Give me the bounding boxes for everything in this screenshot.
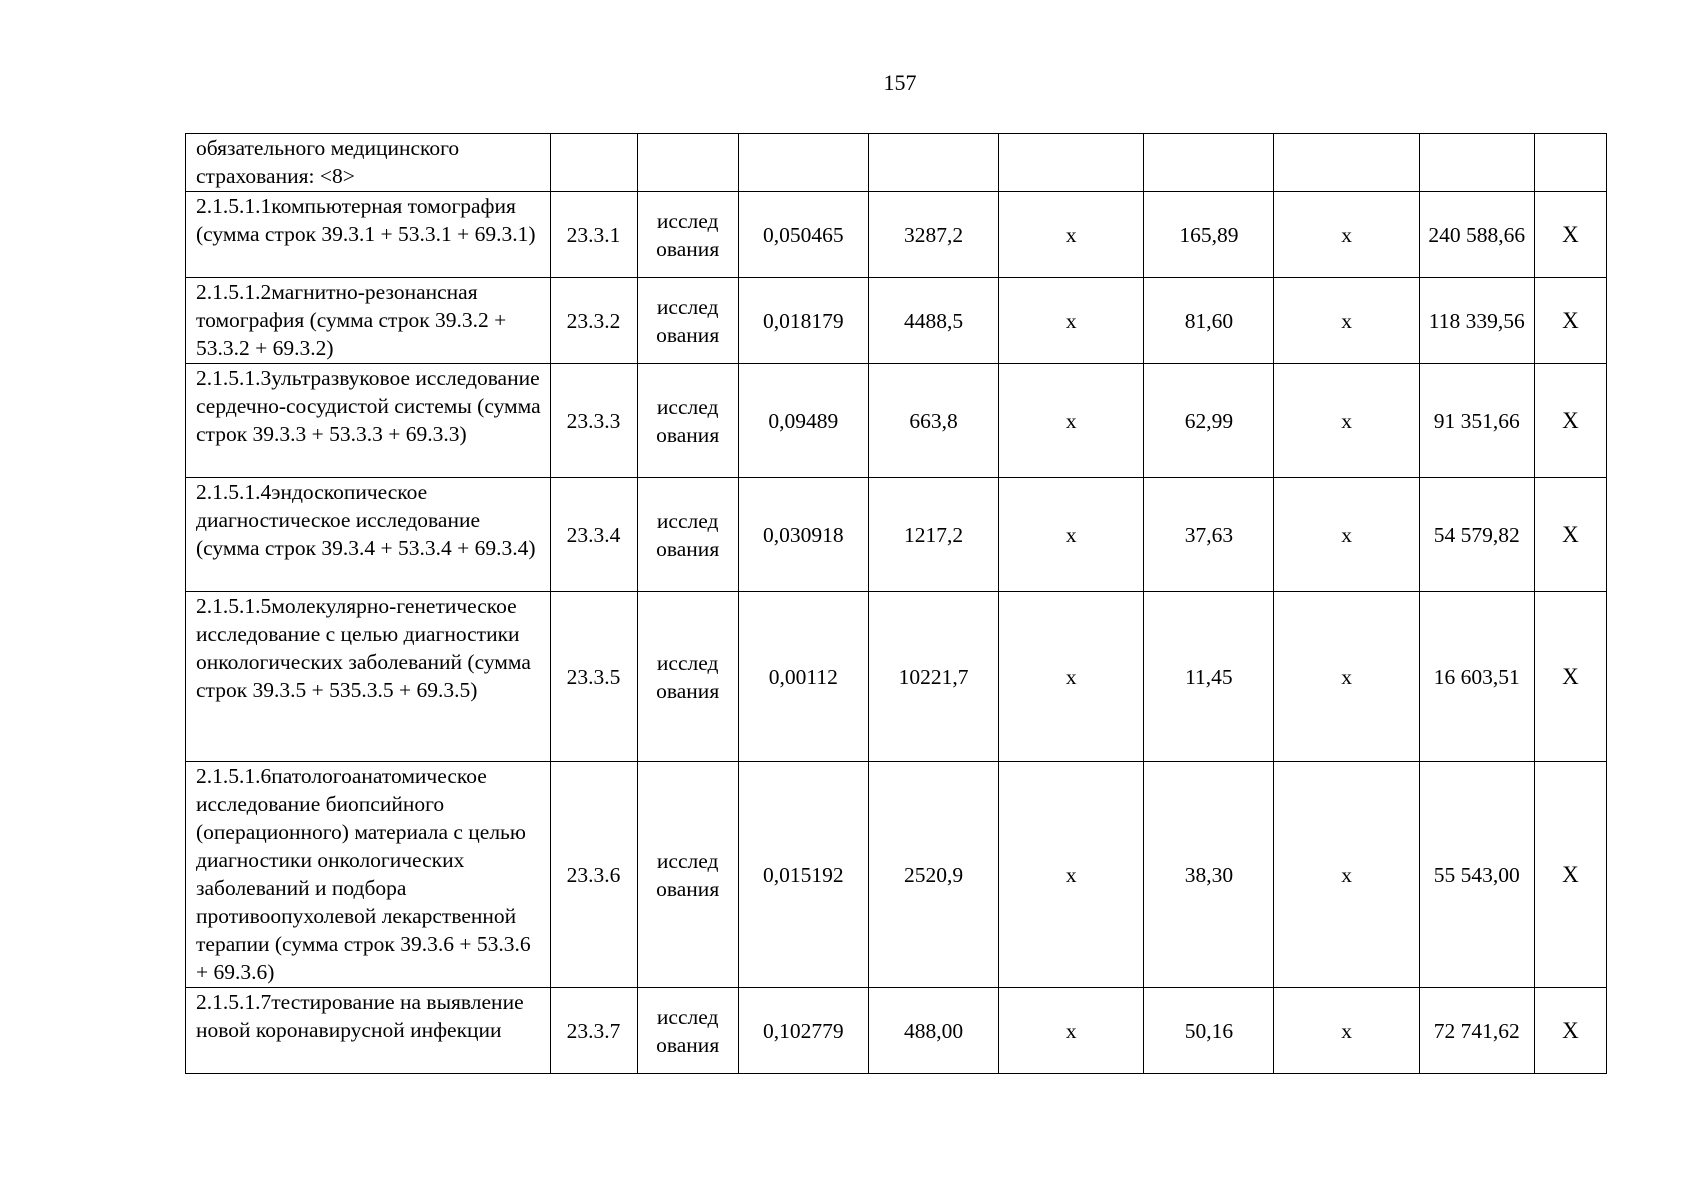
- cost-cell: 10221,7: [868, 592, 998, 762]
- row-description: 2.1.5.1.7тестирование на выявление новой коронавирусной инфекции: [186, 988, 551, 1074]
- last-x-cell: X: [1534, 278, 1606, 364]
- line-code-cell: 23.3.6: [550, 762, 637, 988]
- line-code-cell: 23.3.3: [550, 364, 637, 478]
- page-number: 157: [883, 70, 917, 95]
- x-cell: х: [1274, 278, 1419, 364]
- unit-cell: исслед ования: [637, 762, 738, 988]
- line-code-cell: 23.3.2: [550, 278, 637, 364]
- per-capita-cell: 38,30: [1144, 762, 1274, 988]
- unit-cell: исслед ования: [637, 364, 738, 478]
- row-description: 2.1.5.1.4эндоскопическое диагностическое исследование (сумма строк 39.3.4 + 53.3.4 + 69.3.4): [186, 478, 551, 592]
- table-row: [186, 478, 1607, 592]
- line-code-cell: 23.3.1: [550, 192, 637, 278]
- table-row: [186, 278, 1607, 364]
- empty-cell: [999, 134, 1144, 192]
- empty-cell: [637, 134, 738, 192]
- norm-cell: 0,102779: [738, 988, 868, 1074]
- empty-cell: [1144, 134, 1274, 192]
- norm-cell: 0,018179: [738, 278, 868, 364]
- last-x-cell: X: [1534, 478, 1606, 592]
- norm-cell: 0,015192: [738, 762, 868, 988]
- norm-cell: 0,09489: [738, 364, 868, 478]
- norm-cell: 0,050465: [738, 192, 868, 278]
- x-cell: х: [999, 192, 1144, 278]
- line-code-cell: 23.3.5: [550, 592, 637, 762]
- last-x-cell: X: [1534, 592, 1606, 762]
- total-cell: 55 543,00: [1419, 762, 1534, 988]
- total-cell: 91 351,66: [1419, 364, 1534, 478]
- cost-cell: 4488,5: [868, 278, 998, 364]
- total-cell: 72 741,62: [1419, 988, 1534, 1074]
- total-cell: 16 603,51: [1419, 592, 1534, 762]
- table-row-continuation: [186, 134, 1607, 192]
- norm-cell: 0,00112: [738, 592, 868, 762]
- row-description: обязательного медицинского страхования: <8>: [186, 134, 551, 192]
- row-description: 2.1.5.1.1компьютерная томография (сумма строк 39.3.1 + 53.3.1 + 69.3.1): [186, 192, 551, 278]
- per-capita-cell: 81,60: [1144, 278, 1274, 364]
- unit-cell: исслед ования: [637, 278, 738, 364]
- last-x-cell: X: [1534, 192, 1606, 278]
- table-row: [186, 192, 1607, 278]
- empty-cell: [550, 134, 637, 192]
- x-cell: х: [1274, 364, 1419, 478]
- row-description: 2.1.5.1.5молекулярно-генетическое исследование с целью диагностики онкологических заболеваний (сумма строк 39.3.5 + 535.3.5 + 69.3.5): [186, 592, 551, 762]
- per-capita-cell: 62,99: [1144, 364, 1274, 478]
- table-row: [186, 988, 1607, 1074]
- unit-cell: исслед ования: [637, 988, 738, 1074]
- cost-cell: 663,8: [868, 364, 998, 478]
- cost-cell: 1217,2: [868, 478, 998, 592]
- empty-cell: [1534, 134, 1606, 192]
- unit-cell: исслед ования: [637, 478, 738, 592]
- line-code-cell: 23.3.7: [550, 988, 637, 1074]
- x-cell: х: [1274, 478, 1419, 592]
- table-row: [186, 592, 1607, 762]
- x-cell: х: [1274, 192, 1419, 278]
- x-cell: х: [999, 364, 1144, 478]
- row-description: 2.1.5.1.2магнитно-резонансная томография (сумма строк 39.3.2 + 53.3.2 + 69.3.2): [186, 278, 551, 364]
- x-cell: х: [1274, 592, 1419, 762]
- per-capita-cell: 37,63: [1144, 478, 1274, 592]
- total-cell: 240 588,66: [1419, 192, 1534, 278]
- x-cell: х: [999, 762, 1144, 988]
- cost-cell: 488,00: [868, 988, 998, 1074]
- empty-cell: [1274, 134, 1419, 192]
- services-table: [185, 133, 1607, 1074]
- x-cell: х: [999, 278, 1144, 364]
- row-description: 2.1.5.1.3ультразвуковое исследование сердечно-сосудистой системы (сумма строк 39.3.3 + 53.3.3 + 69.3.3): [186, 364, 551, 478]
- empty-cell: [1419, 134, 1534, 192]
- last-x-cell: X: [1534, 364, 1606, 478]
- unit-cell: исслед ования: [637, 592, 738, 762]
- line-code-cell: 23.3.4: [550, 478, 637, 592]
- table-row: [186, 762, 1607, 988]
- x-cell: х: [999, 592, 1144, 762]
- last-x-cell: X: [1534, 762, 1606, 988]
- x-cell: х: [999, 478, 1144, 592]
- table-row: [186, 364, 1607, 478]
- row-description: 2.1.5.1.6патологоанатомическое исследование биопсийного (операционного) материала с целью диагностики онкологических заболеваний и подбора противоопухолевой лекарственной терапии (сумма строк 39.3.6 + 53.3.6 + 69.3.6): [186, 762, 551, 988]
- norm-cell: 0,030918: [738, 478, 868, 592]
- x-cell: х: [1274, 988, 1419, 1074]
- x-cell: х: [999, 988, 1144, 1074]
- per-capita-cell: 165,89: [1144, 192, 1274, 278]
- x-cell: х: [1274, 762, 1419, 988]
- cost-cell: 2520,9: [868, 762, 998, 988]
- per-capita-cell: 11,45: [1144, 592, 1274, 762]
- unit-cell: исслед ования: [637, 192, 738, 278]
- cost-cell: 3287,2: [868, 192, 998, 278]
- total-cell: 54 579,82: [1419, 478, 1534, 592]
- empty-cell: [738, 134, 868, 192]
- empty-cell: [868, 134, 998, 192]
- total-cell: 118 339,56: [1419, 278, 1534, 364]
- per-capita-cell: 50,16: [1144, 988, 1274, 1074]
- table-body: [186, 134, 1607, 1074]
- last-x-cell: X: [1534, 988, 1606, 1074]
